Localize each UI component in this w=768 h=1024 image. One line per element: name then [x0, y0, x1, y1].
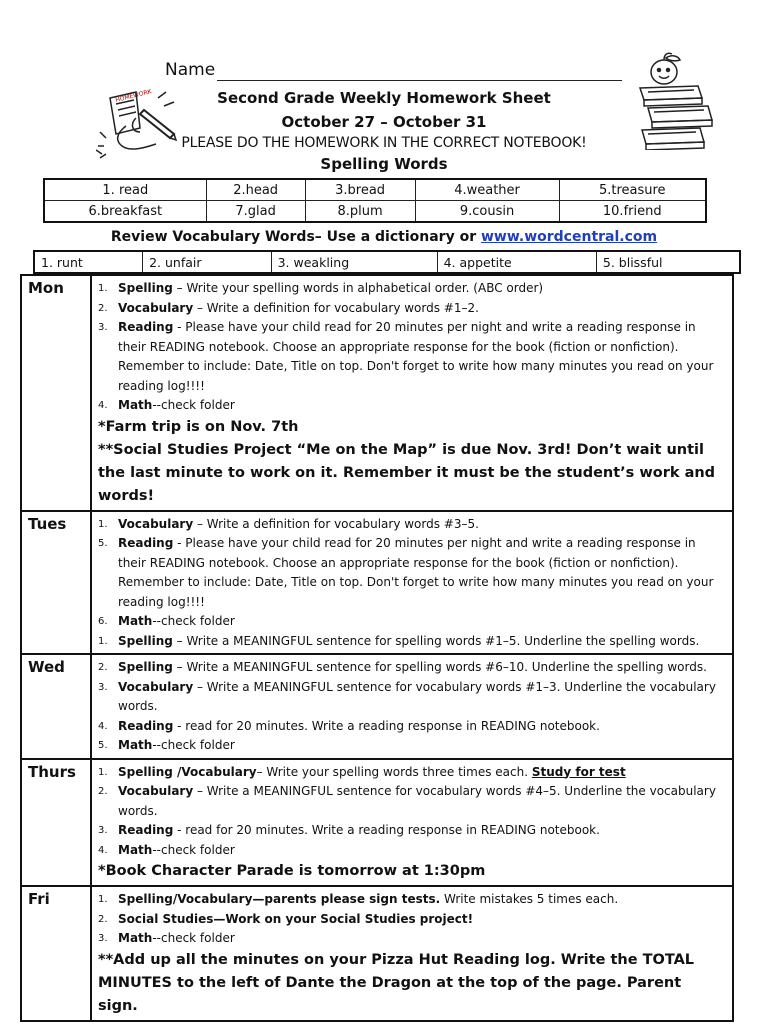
assignment-text: --check folder: [152, 738, 235, 752]
subject-label: Math: [118, 614, 153, 628]
svg-text:HOMEWORK: HOMEWORK: [114, 88, 153, 104]
assignment-text: - Please have your child read for 20 minutes per night and write a reading response in their READING notebook. Choose an appropriate response for the book (fiction or nonfiction). Remember to include: Date, Title on top. Don't forget to write how many minutes you read on your reading log!!!!: [118, 536, 714, 609]
review-vocabulary-heading: [0, 229, 768, 245]
subject-label: Math: [118, 738, 153, 752]
assignment-text: --check folder: [152, 842, 235, 857]
item-number: 1.: [98, 894, 108, 905]
vocab-word: 3. weakling: [271, 251, 437, 273]
subject-label: Reading: [118, 320, 174, 334]
item-text: [118, 763, 724, 783]
subject-label: Reading: [118, 536, 174, 550]
item-text: [118, 782, 724, 821]
date-range: October 27 – October 31: [281, 113, 487, 131]
day-assignments: [92, 276, 732, 510]
spelling-word: 3.bread: [305, 179, 415, 201]
item-text: [118, 612, 724, 632]
list-item: [98, 890, 724, 910]
spelling-word: 6.breakfast: [44, 201, 206, 223]
assignment-text: --check folder: [152, 398, 235, 412]
subject-label: Spelling/Vocabulary—parents please sign tests.: [118, 892, 441, 906]
spelling-word: 10.friend: [559, 201, 706, 223]
assignment-text: – Write a MEANINGFUL sentence for spelling words #1–5. Underline the spelling words.: [172, 633, 700, 648]
item-number: 4.: [98, 720, 108, 732]
day-row-thurs: [22, 760, 732, 888]
assignment-text: - read for 20 minutes. Write a reading response in READING notebook.: [173, 718, 600, 733]
assignment-text: --check folder: [152, 614, 235, 628]
item-text: [118, 299, 724, 319]
item-text: [118, 632, 724, 652]
item-text: [118, 658, 724, 678]
subject-label: Social Studies—Work on your Social Studies project!: [118, 911, 474, 926]
list-item: [98, 612, 724, 632]
spelling-word: 8.plum: [305, 201, 415, 223]
review-vocabulary-table: [33, 250, 741, 274]
review-heading-text: Review Vocabulary Words– Use a dictionary or: [110, 229, 481, 245]
vocab-word: 1. runt: [34, 251, 143, 273]
item-number: 1.: [98, 283, 108, 294]
subject-label: Spelling: [118, 281, 173, 295]
daily-homework-table: [20, 274, 734, 1022]
assignment-text: – Write a MEANINGFUL sentence for vocabulary words #4–5. Underline the vocabulary words.: [118, 784, 716, 818]
assignment-text: – Write your spelling words in alphabetical order. (ABC order): [172, 281, 544, 295]
announcement-note: *Farm trip is on Nov. 7th: [98, 418, 299, 435]
list-item: [98, 763, 724, 783]
item-number: 3.: [98, 681, 108, 693]
spelling-word: 4.weather: [415, 179, 559, 201]
subject-label: Vocabulary: [118, 679, 194, 694]
assignment-text: - read for 20 minutes. Write a reading response in READING notebook.: [173, 823, 600, 837]
subject-label: Reading: [118, 823, 174, 837]
subject-label: Vocabulary: [118, 516, 194, 531]
item-text: [118, 318, 724, 396]
item-number: 5.: [98, 740, 108, 751]
item-text: [118, 717, 724, 737]
vocab-word: 4. appetite: [437, 251, 596, 273]
table-row: [34, 251, 740, 273]
page-title: Second Grade Weekly Homework Sheet: [217, 89, 551, 107]
assignment-text: – Write a definition for vocabulary words #3–5.: [193, 516, 479, 531]
subject-label: Reading: [118, 718, 174, 733]
assignment-text: – Write a MEANINGFUL sentence for spelling words #6–10. Underline the spelling words.: [172, 660, 707, 674]
item-number: 5.: [98, 538, 108, 549]
day-label: Fri: [22, 887, 92, 1020]
list-item: [98, 396, 724, 416]
day-row-mon: [22, 276, 732, 512]
day-assignments: [92, 512, 732, 654]
assignment-text: – Write a MEANINGFUL sentence for vocabulary words #1–3. Underline the vocabulary words.: [118, 679, 716, 713]
assignment-text: – Write your spelling words three times each.: [256, 764, 532, 779]
day-assignments: [92, 887, 732, 1020]
item-number: 2.: [98, 662, 108, 673]
item-text: [118, 736, 724, 756]
subject-label: Vocabulary: [118, 784, 194, 798]
list-item: [98, 929, 724, 949]
name-blank-line: [217, 80, 622, 81]
item-number: 3.: [98, 825, 108, 836]
item-text: [118, 678, 724, 717]
day-row-fri: [22, 887, 732, 1020]
item-number: 3.: [98, 933, 108, 944]
item-text: [118, 910, 724, 930]
list-item: [98, 678, 724, 717]
table-row: [44, 201, 706, 223]
day-label: Tues: [22, 512, 92, 654]
item-text: [118, 841, 724, 861]
spelling-words-heading: Spelling Words: [320, 155, 448, 173]
day-label: Thurs: [22, 760, 92, 886]
subject-label: Spelling: [118, 660, 173, 674]
assignment-text: Write mistakes 5 times each.: [440, 892, 619, 906]
list-item: [98, 279, 724, 299]
spelling-word: 9.cousin: [415, 201, 559, 223]
item-number: 4.: [98, 400, 108, 411]
subject-label: Vocabulary: [118, 300, 194, 315]
vocab-word: 2. unfair: [143, 251, 272, 273]
announcement-note: *Book Character Parade is tomorrow at 1:30pm: [98, 863, 486, 879]
list-item: [98, 736, 724, 756]
day-assignments: [92, 760, 732, 886]
list-item: [98, 658, 724, 678]
item-text: [118, 396, 724, 416]
wordcentral-link[interactable]: www.wordcentral.com: [480, 229, 658, 245]
spelling-words-table: [43, 178, 707, 223]
name-label: Name: [165, 60, 216, 80]
day-label: Wed: [22, 655, 92, 758]
list-item: [98, 910, 724, 930]
list-item: [98, 534, 724, 612]
item-number: 2.: [98, 786, 108, 797]
day-label: Mon: [22, 276, 92, 510]
subject-label: Spelling: [118, 633, 173, 648]
list-item: [98, 782, 724, 821]
list-item: [98, 318, 724, 396]
item-number: 3.: [98, 322, 108, 333]
day-assignments: [92, 655, 732, 758]
item-text: [118, 929, 724, 949]
spelling-word: 1. read: [44, 179, 206, 201]
item-number: 1.: [98, 518, 108, 530]
announcement-note: **Social Studies Project “Me on the Map” is due Nov. 3rd! Don’t wait until the last minute to work on it. Remember it must be the student’s work and words!: [98, 441, 716, 504]
item-text: [118, 890, 724, 910]
assignment-text: --check folder: [152, 931, 235, 945]
item-number: 4.: [98, 844, 108, 856]
assignment-text: – Write a definition for vocabulary words #1–2.: [193, 300, 479, 315]
item-text: [118, 515, 724, 535]
item-number: 2.: [98, 302, 108, 314]
item-number: 2.: [98, 913, 108, 925]
subject-label: Math: [118, 931, 153, 945]
item-number: 1.: [98, 766, 108, 778]
subject-label: Math: [118, 842, 153, 857]
assignment-text: - Please have your child read for 20 minutes per night and write a reading response in their READING notebook. Choose an appropriate response for the book (fiction or nonfiction). Remember to include: Date, Title on top. Don't forget to write how many minutes you read on your reading log!!!!: [118, 320, 714, 393]
item-number: 1.: [98, 635, 108, 647]
day-row-wed: [22, 655, 732, 760]
item-text: [118, 534, 724, 612]
item-number: 6.: [98, 616, 108, 627]
spelling-word: 2.head: [206, 179, 305, 201]
item-text: [118, 279, 724, 299]
list-item: [98, 717, 724, 737]
item-text: [118, 821, 724, 841]
study-for-test-note: Study for test: [531, 764, 626, 779]
name-field: [165, 60, 215, 80]
list-item: [98, 515, 724, 535]
spelling-word: 5.treasure: [559, 179, 706, 201]
vocab-word: 5. blissful: [596, 251, 740, 273]
table-row: [44, 179, 706, 201]
list-item: [98, 299, 724, 319]
day-row-tues: [22, 512, 732, 656]
instruction-text: PLEASE DO THE HOMEWORK IN THE CORRECT NOTEBOOK!: [181, 135, 587, 151]
subject-label: Spelling /Vocabulary: [118, 764, 257, 779]
announcement-note: **Add up all the minutes on your Pizza Hut Reading log. Write the TOTAL MINUTES to the left of Dante the Dragon at the top of the page. Parent sign.: [98, 951, 695, 1014]
spelling-word: 7.glad: [206, 201, 305, 223]
subject-label: Math: [118, 398, 153, 412]
list-item: [98, 632, 724, 652]
list-item: [98, 841, 724, 861]
list-item: [98, 821, 724, 841]
